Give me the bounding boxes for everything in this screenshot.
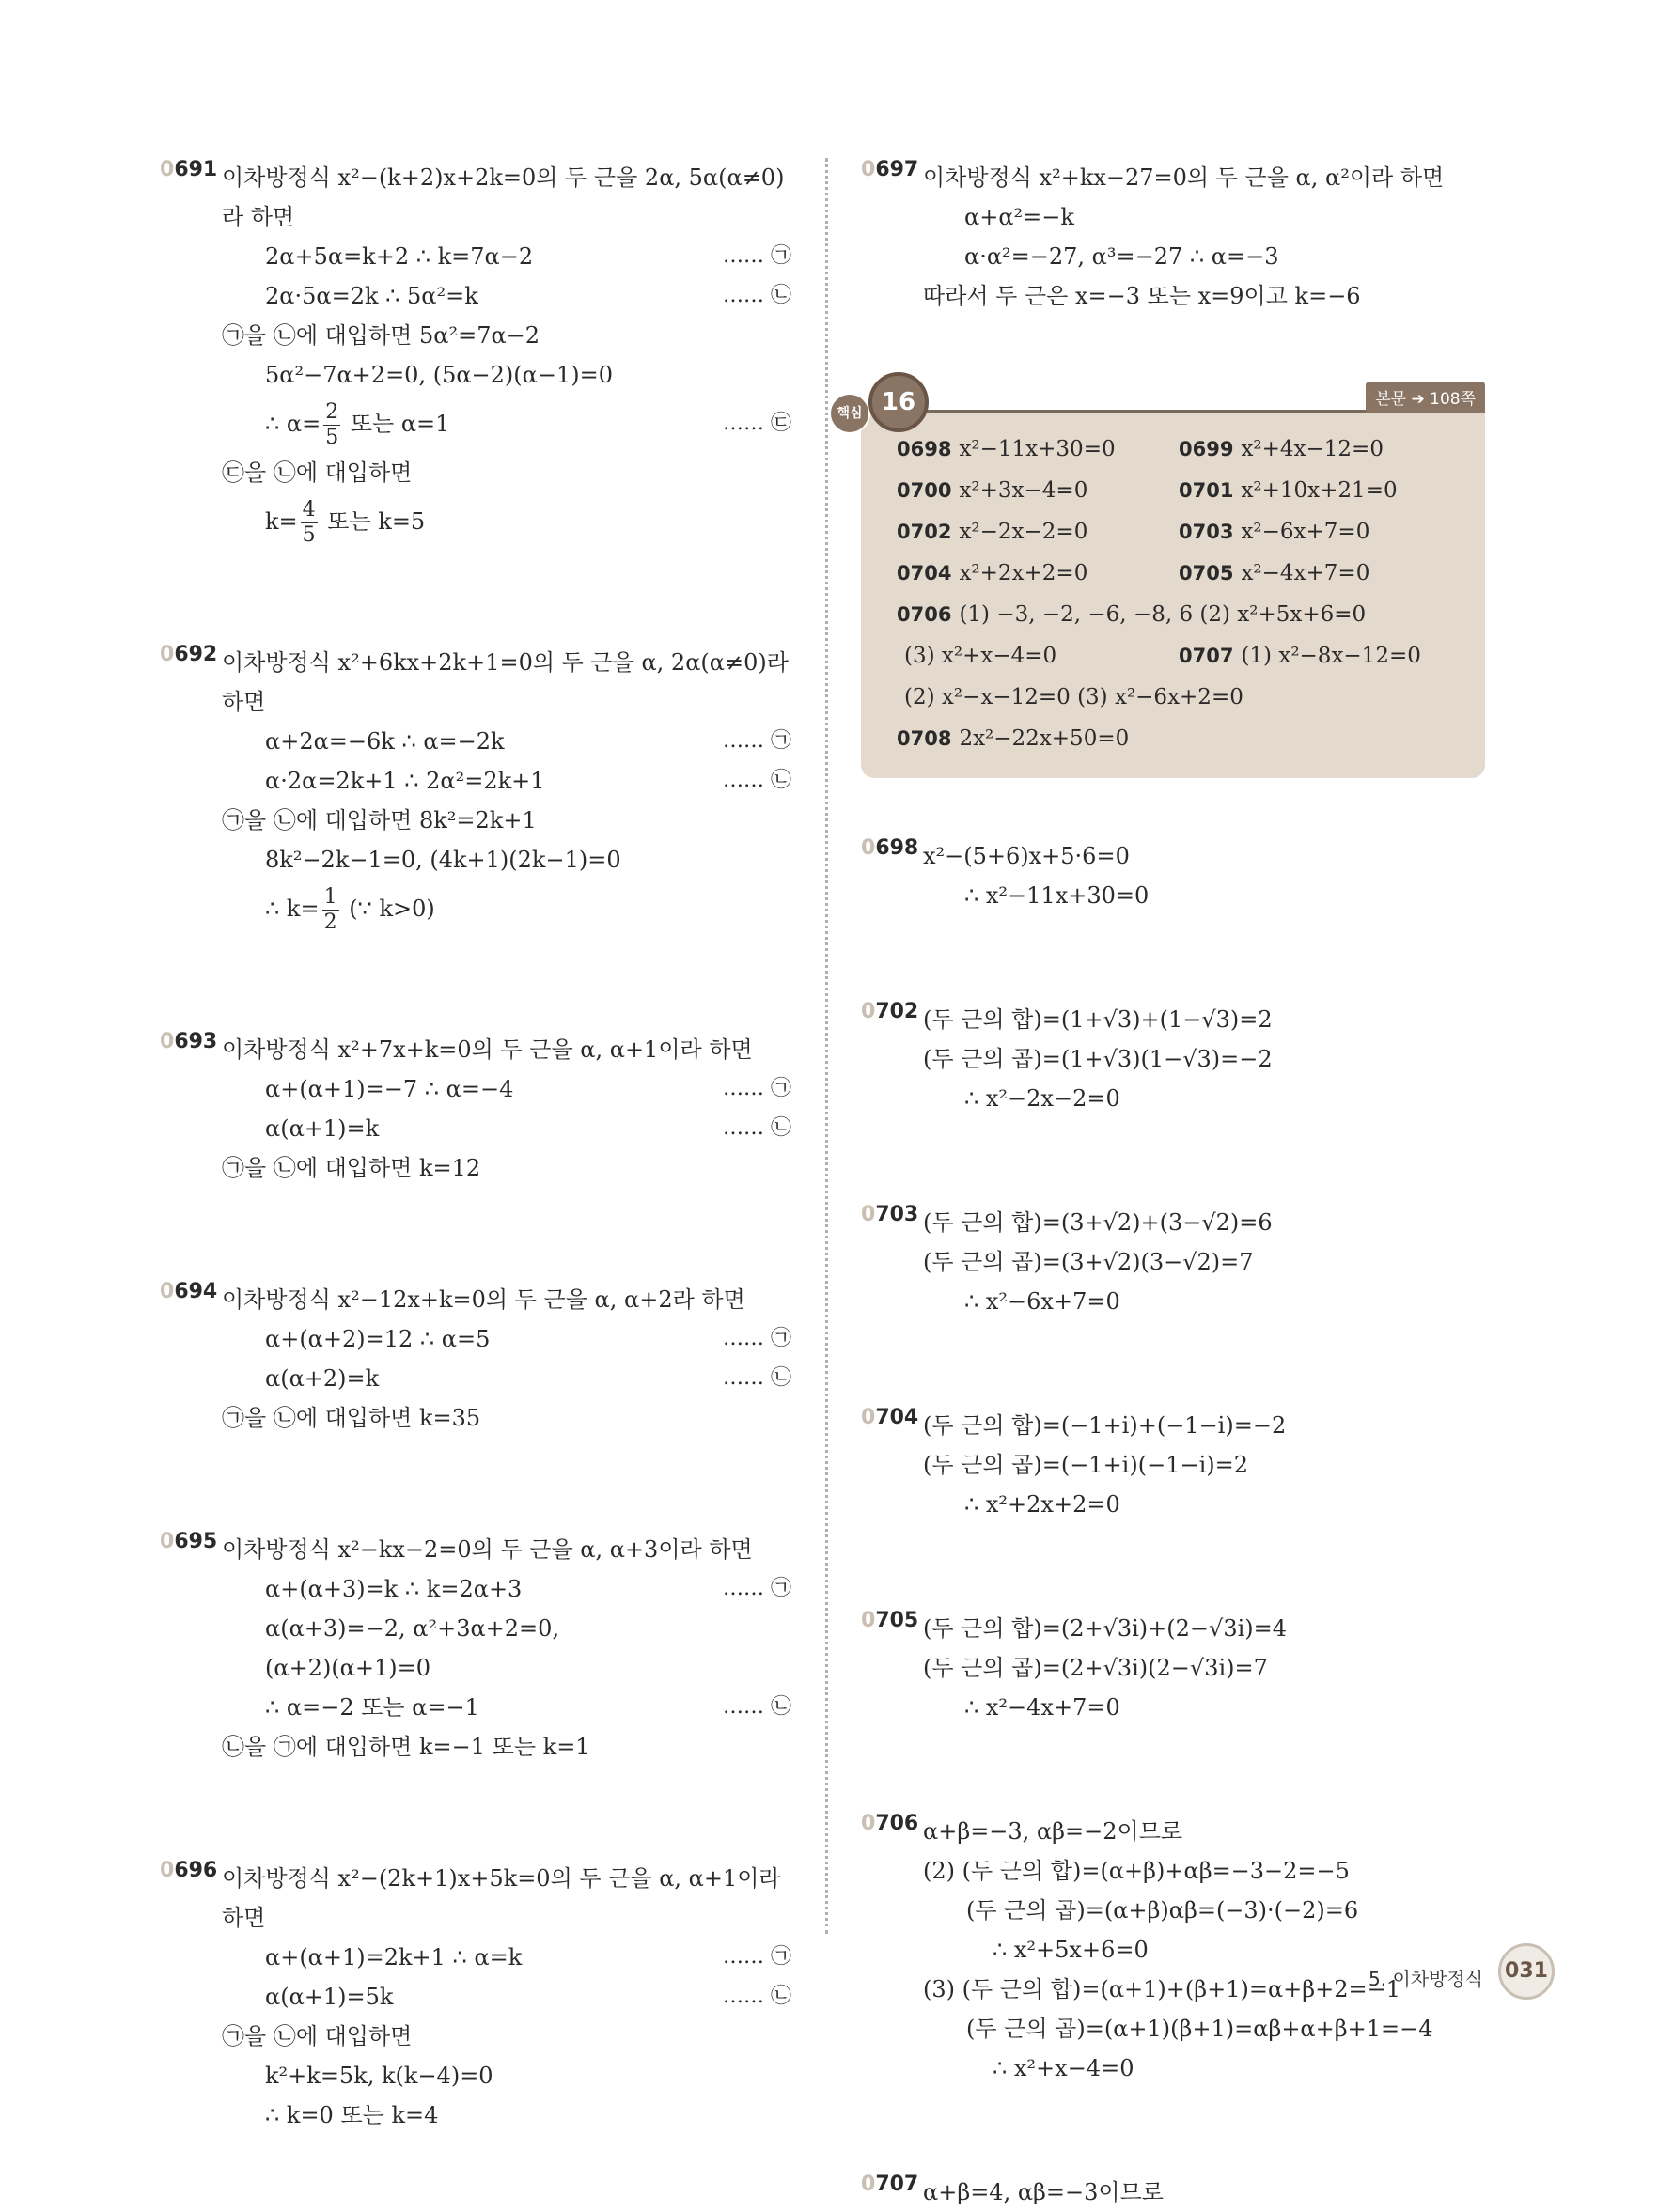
answer-item [1179, 553, 1369, 594]
line-text: ㉠을 ㉡에 대입하면 k=12 [222, 1155, 481, 1181]
answer-item [897, 511, 1087, 553]
line-text: α·2α=2k+1 ∴ 2α²=2k+1 [265, 768, 545, 794]
solution-line [861, 1851, 1500, 1891]
line-text: (두 근의 합)=(2+√3i)+(2−√3i)=4 [923, 1615, 1288, 1642]
line-text: x²−(5+6)x+5·6=0 [923, 843, 1130, 869]
line-suffix: (∵ k>0) [341, 896, 435, 922]
number-leading-zero: 0 [861, 1812, 876, 1835]
answer-text: x²+3x−4=0 [959, 478, 1088, 503]
solution-line [861, 1648, 1500, 1688]
equation-marker: …… ㉠ [723, 1577, 791, 1600]
equation-marker: …… ㉡ [723, 1116, 791, 1140]
column-divider [825, 158, 828, 1934]
equation-marker: …… ㉠ [723, 1327, 791, 1350]
answer-text: x²−4x+7=0 [1241, 561, 1370, 585]
line-text: ∴ x²+5x+6=0 [993, 1937, 1149, 1963]
fraction [322, 887, 339, 933]
problem-0707 [861, 2173, 1500, 2212]
line-prefix: ∴ α= [265, 411, 321, 437]
solution-line [160, 840, 791, 880]
fraction-denominator: 2 [323, 911, 337, 934]
answer-text: (3) x²+x−4=0 [904, 644, 1057, 668]
number-leading-zero: 0 [160, 1530, 175, 1553]
solution-line [160, 1898, 791, 1938]
number-digits: 696 [174, 1859, 218, 1882]
line-text: (두 근의 곱)=(3+√2)(3−√2)=7 [923, 1249, 1254, 1275]
line-text: ∴ x²−11x+30=0 [964, 882, 1150, 909]
line-text: (3) (두 근의 합)=(α+1)+(β+1)=α+β+2=−1 [923, 1976, 1401, 2002]
number-leading-zero: 0 [160, 643, 175, 666]
answer-text: x²+2x+2=0 [959, 561, 1088, 585]
line-text: 5α²−7α+2=0, (5α−2)(α−1)=0 [265, 362, 613, 388]
line-text: (두 근의 곱)=(−1+i)(−1−i)=2 [923, 1452, 1248, 1478]
line-text: ㉠을 ㉡에 대입하면 k=35 [222, 1405, 481, 1431]
line-text: α(α+1)=5k [265, 1984, 394, 2010]
solution-line [160, 1109, 791, 1148]
line-text: α+(α+2)=12 ∴ α=5 [265, 1326, 491, 1352]
number-digits: 697 [875, 158, 919, 181]
solution-line [861, 1039, 1500, 1079]
solution-line [861, 1406, 1500, 1445]
solution-line [861, 1242, 1500, 1282]
solution-line [861, 2009, 1500, 2048]
equation-marker: …… ㉠ [723, 244, 791, 268]
number-leading-zero: 0 [861, 1609, 876, 1632]
fraction-denominator: 5 [302, 523, 316, 547]
equation-marker: …… ㉠ [723, 1945, 791, 1969]
solution-line [160, 2056, 791, 2095]
line-text: (두 근의 합)=(−1+i)+(−1−i)=−2 [923, 1412, 1287, 1439]
problem-0695 [160, 1530, 791, 1767]
line-text: ∴ x²+x−4=0 [993, 2055, 1134, 2081]
problem-0697 [861, 158, 1500, 316]
answer-number: 0704 [897, 562, 952, 584]
solution-line [160, 1148, 791, 1188]
solution-line [160, 1609, 791, 1648]
answer-row [897, 470, 1479, 511]
solution-line [861, 836, 1500, 876]
solution-line [160, 1727, 791, 1767]
equation-marker: …… ㉡ [723, 284, 791, 307]
answer-number: 0699 [1179, 438, 1234, 460]
fraction-numerator: 2 [325, 400, 339, 424]
chapter-footer: 5. 이차방정식 [1369, 1968, 1484, 1990]
line-text: (두 근의 곱)=(α+β)αβ=(−3)·(−2)=6 [966, 1897, 1359, 1924]
equation-marker: …… ㉡ [723, 1695, 791, 1719]
answer-item [1179, 428, 1384, 470]
solution-line [861, 1891, 1500, 1930]
page-number: 031 [1498, 1943, 1555, 2000]
problem-0698 [861, 836, 1500, 915]
solution-line [160, 682, 791, 722]
problem-0706 [861, 1812, 1500, 2088]
problem-0691 [160, 158, 791, 551]
number-leading-zero: 0 [861, 836, 876, 860]
fraction [301, 500, 318, 546]
line-text: α+α²=−k [964, 204, 1074, 230]
line-text: ∴ x²−4x+7=0 [964, 1694, 1120, 1721]
answer-text: (1) −3, −2, −6, −8, 6 (2) x²+5x+6=0 [959, 602, 1367, 627]
line-prefix: ∴ k= [265, 896, 320, 922]
solution-line [861, 1445, 1500, 1485]
number-leading-zero: 0 [861, 1203, 876, 1226]
answer-item [897, 553, 1087, 594]
line-text: ㉠을 ㉡에 대입하면 [222, 2023, 413, 2049]
line-text: (두 근의 합)=(3+√2)+(3−√2)=6 [923, 1209, 1273, 1236]
line-text: 이차방정식 x²−kx−2=0의 두 근을 α, α+3이라 하면 [222, 1536, 753, 1563]
problem-0694 [160, 1280, 791, 1438]
solution-line [160, 197, 791, 237]
solution-line [160, 1938, 791, 1977]
line-text: 라 하면 [222, 204, 295, 230]
core-badge: 핵심 [829, 393, 870, 434]
right-column [837, 158, 1500, 2212]
number-leading-zero: 0 [861, 1000, 876, 1023]
solution-line [160, 880, 791, 938]
answer-item [897, 635, 1056, 677]
line-text: 이차방정식 x²−(2k+1)x+5k=0의 두 근을 α, α+1이라 [222, 1865, 781, 1892]
equation-marker: …… ㉡ [723, 769, 791, 792]
answer-number: 0707 [1179, 645, 1234, 667]
problem-0696 [160, 1859, 791, 2135]
problem-0704 [861, 1406, 1500, 1524]
answer-text: (1) x²−8x−12=0 [1241, 644, 1421, 668]
line-text: α(α+2)=k [265, 1365, 380, 1392]
line-suffix: 또는 α=1 [343, 411, 450, 437]
line-text: α+(α+1)=2k+1 ∴ α=k [265, 1944, 523, 1971]
line-text: 따라서 두 근은 x=−3 또는 x=9이고 k=−6 [923, 283, 1361, 309]
solution-line [160, 1859, 791, 1898]
solution-line [160, 492, 791, 551]
solution-line [861, 1485, 1500, 1524]
answer-text: x²+10x+21=0 [1241, 478, 1398, 503]
answer-item [897, 594, 1366, 635]
number-leading-zero: 0 [160, 1859, 175, 1882]
solution-line [160, 1977, 791, 2017]
solution-line [160, 1688, 791, 1727]
line-text: ∴ x²+2x+2=0 [964, 1491, 1120, 1518]
answer-number: 0701 [1179, 479, 1234, 502]
left-column [160, 158, 791, 2135]
line-text: 이차방정식 x²−(k+2)x+2k=0의 두 근을 2α, 5α(α≠0) [222, 164, 785, 191]
answer-item [1179, 635, 1421, 677]
line-text: (α+2)(α+1)=0 [265, 1655, 431, 1681]
solution-line [160, 2095, 791, 2135]
solution-line [160, 1030, 791, 1069]
line-text: ∴ x²−2x−2=0 [964, 1085, 1120, 1112]
solution-line [160, 158, 791, 197]
answer-item [1179, 511, 1369, 553]
answer-item [897, 718, 1129, 759]
problem-0703 [861, 1203, 1500, 1321]
line-text: (두 근의 곱)=(1+√3)(1−√3)=−2 [923, 1046, 1273, 1072]
solution-line [861, 1688, 1500, 1727]
number-digits: 707 [875, 2173, 919, 2196]
solution-line [160, 355, 791, 395]
line-text: ∴ α=−2 또는 α=−1 [265, 1694, 479, 1721]
number-leading-zero: 0 [861, 2173, 876, 2196]
equation-marker: …… ㉠ [723, 1077, 791, 1100]
answer-text: x²−11x+30=0 [959, 437, 1116, 461]
number-leading-zero: 0 [861, 1406, 876, 1429]
line-text: 이차방정식 x²+7x+k=0의 두 근을 α, α+1이라 하면 [222, 1036, 753, 1063]
solution-line [160, 316, 791, 355]
line-suffix: 또는 k=5 [320, 508, 426, 535]
number-leading-zero: 0 [160, 158, 175, 181]
answer-item [897, 428, 1116, 470]
equation-marker: …… ㉡ [723, 1366, 791, 1390]
line-text: α(α+1)=k [265, 1115, 380, 1142]
answer-number: 0705 [1179, 562, 1234, 584]
line-text: α(α+3)=−2, α²+3α+2=0, [265, 1615, 560, 1642]
answer-row [897, 594, 1479, 635]
answer-list [897, 428, 1479, 759]
section-number-badge: 16 [868, 372, 929, 432]
problem-0702 [861, 1000, 1500, 1118]
solution-line [861, 1000, 1500, 1039]
line-text: 2α+5α=k+2 ∴ k=7α−2 [265, 243, 534, 270]
number-digits: 691 [174, 158, 218, 181]
solution-line [160, 1359, 791, 1398]
solution-line [160, 801, 791, 840]
solution-line [861, 197, 1500, 237]
solution-line [861, 1203, 1500, 1242]
answer-text: (2) x²−x−12=0 (3) x²−6x+2=0 [904, 685, 1244, 709]
solution-line [861, 158, 1500, 197]
number-digits: 705 [875, 1609, 919, 1632]
number-digits: 706 [875, 1812, 919, 1835]
number-digits: 692 [174, 643, 218, 666]
answer-row [897, 677, 1479, 718]
solution-line [160, 643, 791, 682]
summary-box [837, 388, 1485, 778]
solution-line [861, 2173, 1500, 2212]
line-text: ∴ k=0 또는 k=4 [265, 2102, 439, 2128]
problem-0693 [160, 1030, 791, 1188]
solution-line [861, 876, 1500, 915]
line-text: (두 근의 곱)=(α+1)(β+1)=αβ+α+β+1=−4 [966, 2016, 1433, 2042]
line-text: α+(α+1)=−7 ∴ α=−4 [265, 1076, 514, 1102]
solution-line [861, 1079, 1500, 1118]
answer-row [897, 635, 1479, 677]
line-prefix: k= [265, 508, 298, 535]
line-text: ∴ x²−6x+7=0 [964, 1288, 1120, 1315]
line-text: α·α²=−27, α³=−27 ∴ α=−3 [964, 243, 1279, 270]
fraction-numerator: 1 [323, 885, 337, 909]
solution-line [160, 1530, 791, 1569]
number-digits: 693 [174, 1030, 218, 1053]
number-digits: 702 [875, 1000, 919, 1023]
number-digits: 703 [875, 1203, 919, 1226]
solution-line [160, 395, 791, 453]
number-leading-zero: 0 [861, 158, 876, 181]
number-digits: 704 [875, 1406, 919, 1429]
line-text: α+(α+3)=k ∴ k=2α+3 [265, 1576, 523, 1602]
solution-line [861, 276, 1500, 316]
solution-line [160, 453, 791, 492]
solution-line [160, 1280, 791, 1319]
solution-line [160, 722, 791, 761]
line-text: 8k²−2k−1=0, (4k+1)(2k−1)=0 [265, 847, 621, 873]
line-text: 이차방정식 x²−12x+k=0의 두 근을 α, α+2라 하면 [222, 1286, 745, 1313]
number-digits: 694 [174, 1280, 218, 1303]
line-text: 하면 [222, 689, 266, 715]
line-text: (2) (두 근의 합)=(α+β)+αβ=−3−2=−5 [923, 1858, 1350, 1884]
line-text: 이차방정식 x²+kx−27=0의 두 근을 α, α²이라 하면 [923, 164, 1445, 191]
solution-line [861, 1812, 1500, 1851]
line-text: 2α·5α=2k ∴ 5α²=k [265, 283, 478, 309]
line-text: 이차방정식 x²+6kx+2k+1=0의 두 근을 α, 2α(α≠0)라 [222, 649, 789, 676]
problem-0705 [861, 1609, 1500, 1727]
solution-line [160, 1069, 791, 1109]
answer-row [897, 553, 1479, 594]
solution-line [160, 2017, 791, 2056]
number-digits: 698 [875, 836, 919, 860]
line-text: α+β=4, αβ=−3이므로 [923, 2179, 1164, 2205]
fraction-denominator: 5 [325, 426, 339, 449]
answer-row [897, 718, 1479, 759]
equation-marker: …… ㉢ [723, 412, 791, 435]
number-leading-zero: 0 [160, 1030, 175, 1053]
line-text: ㉠을 ㉡에 대입하면 8k²=2k+1 [222, 807, 537, 833]
answer-item [897, 677, 1244, 718]
line-text: k²+k=5k, k(k−4)=0 [265, 2063, 493, 2089]
answer-number: 0700 [897, 479, 952, 502]
solution-line [861, 237, 1500, 276]
answer-text: x²+4x−12=0 [1241, 437, 1384, 461]
line-text: 하면 [222, 1905, 266, 1931]
line-text: ㉢을 ㉡에 대입하면 [222, 460, 413, 486]
problem-0697 [861, 158, 1500, 316]
line-text: (두 근의 합)=(1+√3)+(1−√3)=2 [923, 1006, 1273, 1033]
problem-0692 [160, 643, 791, 938]
solution-line [861, 1282, 1500, 1321]
number-leading-zero: 0 [160, 1280, 175, 1303]
solution-line [160, 1319, 791, 1359]
right-solutions [861, 778, 1500, 2212]
answer-number: 0708 [897, 727, 952, 750]
line-text: (두 근의 곱)=(2+√3i)(2−√3i)=7 [923, 1655, 1268, 1681]
answer-item [1179, 470, 1398, 511]
solution-line [160, 1648, 791, 1688]
line-text: ㉡을 ㉠에 대입하면 k=−1 또는 k=1 [222, 1734, 590, 1760]
solution-line [160, 276, 791, 316]
solution-line [160, 1569, 791, 1609]
solution-line [861, 2048, 1500, 2088]
solution-line [861, 1609, 1500, 1648]
equation-marker: …… ㉠ [723, 729, 791, 753]
fraction-numerator: 4 [302, 498, 316, 522]
line-text: α+β=−3, αβ=−2이므로 [923, 1818, 1183, 1845]
answer-number: 0706 [897, 603, 952, 626]
line-text: α+2α=−6k ∴ α=−2k [265, 728, 505, 755]
answer-number: 0703 [1179, 521, 1234, 543]
equation-marker: …… ㉡ [723, 1985, 791, 2008]
answer-item [897, 470, 1087, 511]
solution-line [160, 237, 791, 276]
answer-row [897, 428, 1479, 470]
solution-line [160, 761, 791, 801]
fraction [323, 402, 340, 448]
solution-line [160, 1398, 791, 1438]
answer-text: 2x²−22x+50=0 [959, 726, 1130, 751]
answer-text: x²−6x+7=0 [1241, 520, 1370, 544]
reference-link[interactable]: 본문 ➔ 108쪽 [1366, 382, 1485, 413]
answer-text: x²−2x−2=0 [959, 520, 1088, 544]
answer-number: 0702 [897, 521, 952, 543]
number-digits: 695 [174, 1530, 218, 1553]
answer-row [897, 511, 1479, 553]
line-text: ㉠을 ㉡에 대입하면 5α²=7α−2 [222, 322, 540, 349]
answer-number: 0698 [897, 438, 952, 460]
